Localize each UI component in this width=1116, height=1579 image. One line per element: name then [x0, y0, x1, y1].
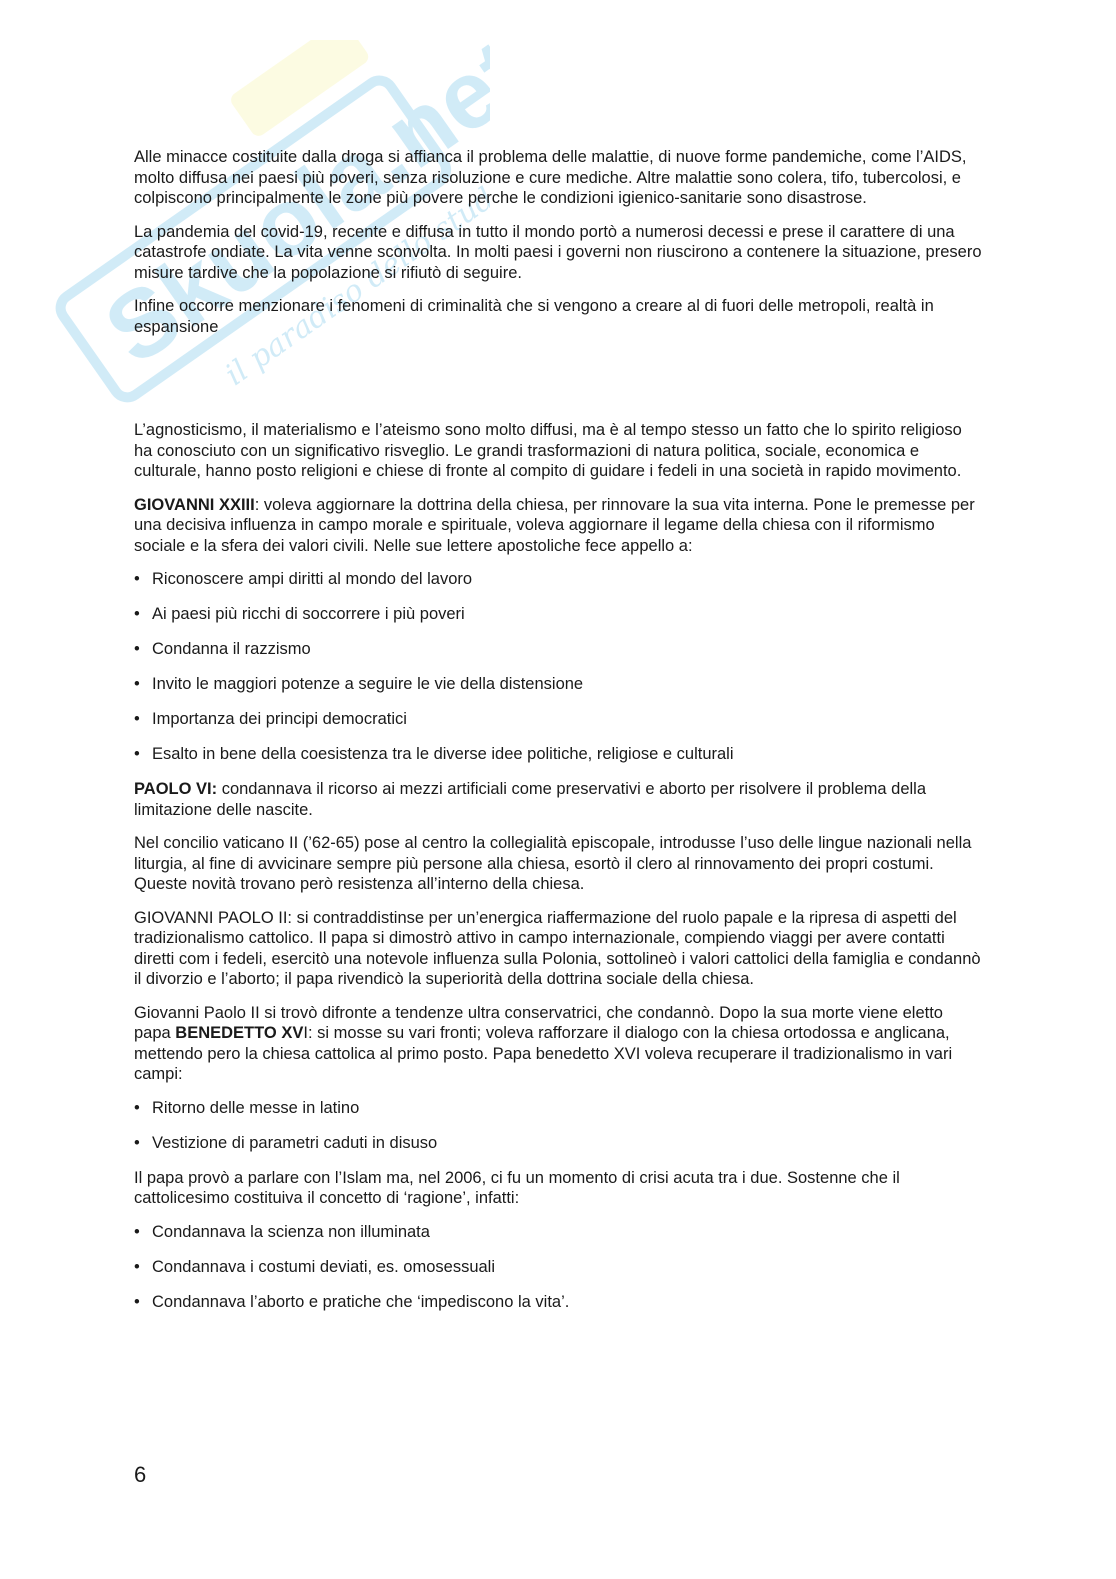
bullet-icon: •: [134, 640, 140, 658]
paragraph: GIOVANNI PAOLO II: si contraddistinse per un’energica riaffermazione del ruolo papale e la ripresa di aspetti del tradizionalismo cattolico. Il papa si dimostrò attivo in campo internazionale, compiendo viaggi per avere contatti diretti com i fedeli, esercitò una notevole influenza sulla Polonia, sottolineò i valori cattolici della famiglia e condannò il divorzio e l’aborto; il papa rivendicò la superiorità della dottrina sociale della chiesa.: [134, 908, 981, 988]
paragraph: Infine occorre menzionare i fenomeni di criminalità che si vengono a creare al di fuori delle metropoli, realtà in espansione: [134, 297, 934, 336]
paragraph: Il papa provò a parlare con l’Islam ma, nel 2006, ci fu un momento di crisi acuta tra i due. Sostenne che il cattolicesimo costituiva il concetto di ‘ragione’, infatti:: [134, 1168, 900, 1207]
bullet-icon: •: [134, 675, 140, 693]
blank-gap: [134, 350, 982, 420]
list-item: • Ai paesi più ricchi di soccorrere i più poveri: [134, 605, 465, 623]
watermark-tagline: il paradiso dello studente: [219, 142, 490, 393]
document-body: [134, 147, 982, 1327]
list-item: • Esalto in bene della coesistenza tra le diverse idee politiche, religiose e culturali: [134, 745, 734, 763]
heading-paolo-vi: PAOLO VI:: [134, 780, 218, 798]
bullet-icon: •: [134, 1098, 140, 1117]
bullet-list-benedetto-xvi: [134, 1098, 982, 1154]
paragraph-text: Giovanni Paolo II si trovò difronte a tendenze ultra conservatrici, che condannò. Dopo la sua morte viene eletto papa: [134, 1003, 943, 1042]
bullet-icon: •: [134, 710, 140, 728]
watermark-brand: Skuola.net: [86, 40, 490, 385]
list-item: • Vestizione di parametri caduti in disuso: [134, 1133, 438, 1152]
list-item: • Importanza dei principi democratici: [134, 710, 407, 728]
bullet-list-giovanni-xxiii: [134, 569, 982, 765]
bullet-icon: •: [134, 1222, 140, 1241]
paragraph: [134, 779, 982, 820]
list-item: • Invito le maggiori potenze a seguire le vie della distensione: [134, 675, 584, 693]
list-item: • Condannava i costumi deviati, es. omosessuali: [134, 1257, 496, 1276]
bullet-icon: •: [134, 745, 140, 763]
list-item: • Condannava la scienza non illuminata: [134, 1222, 430, 1241]
paragraph-text: I: si mosse su vari fronti; voleva rafforzare il dialogo con la chiesa ortodossa e anglicana, mettendo pero la chiesa cattolica al primo posto. Papa benedetto XVI voleva recuperare il tradizionalismo in vari campi:: [134, 1024, 953, 1083]
page-number: 6: [134, 1462, 147, 1487]
bullet-icon: •: [134, 1257, 140, 1276]
paragraph: [134, 1003, 982, 1085]
paragraph-text: condannava il ricorso ai mezzi artificiali come preservativi e aborto per risolvere il problema della limitazione delle nascite.: [134, 780, 927, 819]
heading-giovanni-xxiii: GIOVANNI XXIII: [134, 495, 255, 514]
bullet-icon: •: [134, 1292, 140, 1311]
bullet-icon: •: [134, 1133, 140, 1152]
paragraph-text: : voleva aggiornare la dottrina della chiesa, per rinnovare la sua vita interna. Pone le premesse per una decisiva influenza in campo morale e spirituale, voleva aggiornare il legame della chiesa con il riformismo sociale e la sfera dei valori civili. Nelle sue lettere apostoliche fece appello a:: [134, 495, 975, 555]
list-item: • Riconoscere ampi diritti al mondo del lavoro: [134, 570, 473, 588]
heading-benedetto-xvi: BENEDETTO XV: [175, 1024, 304, 1042]
list-item: • Condannava l’aborto e pratiche che ‘impediscono la vita’.: [134, 1292, 570, 1311]
paragraph: La pandemia del covid-19, recente e diffusa in tutto il mondo portò a numerosi decessi e prese il carattere di una catastrofe ondiate. La vita venne sconvolta. In molti paesi i governi non riuscirono a contenere la situazione, presero misure tardive che la popolazione si rifiutò di seguire.: [134, 222, 982, 282]
paragraph: Alle minacce costituite dalla droga si affianca il problema delle malattie, di nuove forme pandemiche, come l’AIDS, molto diffusa nei paesi più poveri, senza risoluzione e cure mediche. Altre malattie sono colera, tifo, tubercolosi, e colpiscono principalmente le zone più povere perche le condizioni igienico-sanitarie sono disastrose.: [134, 148, 967, 207]
list-item: • Condanna il razzismo: [134, 640, 311, 658]
list-item: • Ritorno delle messe in latino: [134, 1098, 360, 1117]
paragraph: Nel concilio vaticano II (’62-65) pose al centro la collegialità episcopale, introdusse l’uso delle lingue nazionali nella liturgia, al fine di avvicinare sempre più persone alla chiesa, esortò il clero al rinnovamento dei propri costumi. Queste novità trovano però resistenza all’interno della chiesa.: [134, 834, 972, 893]
bullet-icon: •: [134, 605, 140, 623]
watermark-accent: [228, 40, 371, 139]
bullet-list-ragione: [134, 1222, 982, 1313]
paragraph: L’agnosticismo, il materialismo e l’ateismo sono molto diffusi, ma è al tempo stesso un fatto che lo spirito religioso ha conosciuto con un significativo risveglio. Le grandi trasformazioni di natura politica, sociale, economica e culturale, hanno posto religioni e chiese di fronte al compito di guidare i fedeli in una società in rapido movimento.: [134, 421, 962, 480]
bullet-icon: •: [134, 570, 140, 588]
paragraph: [134, 495, 982, 557]
